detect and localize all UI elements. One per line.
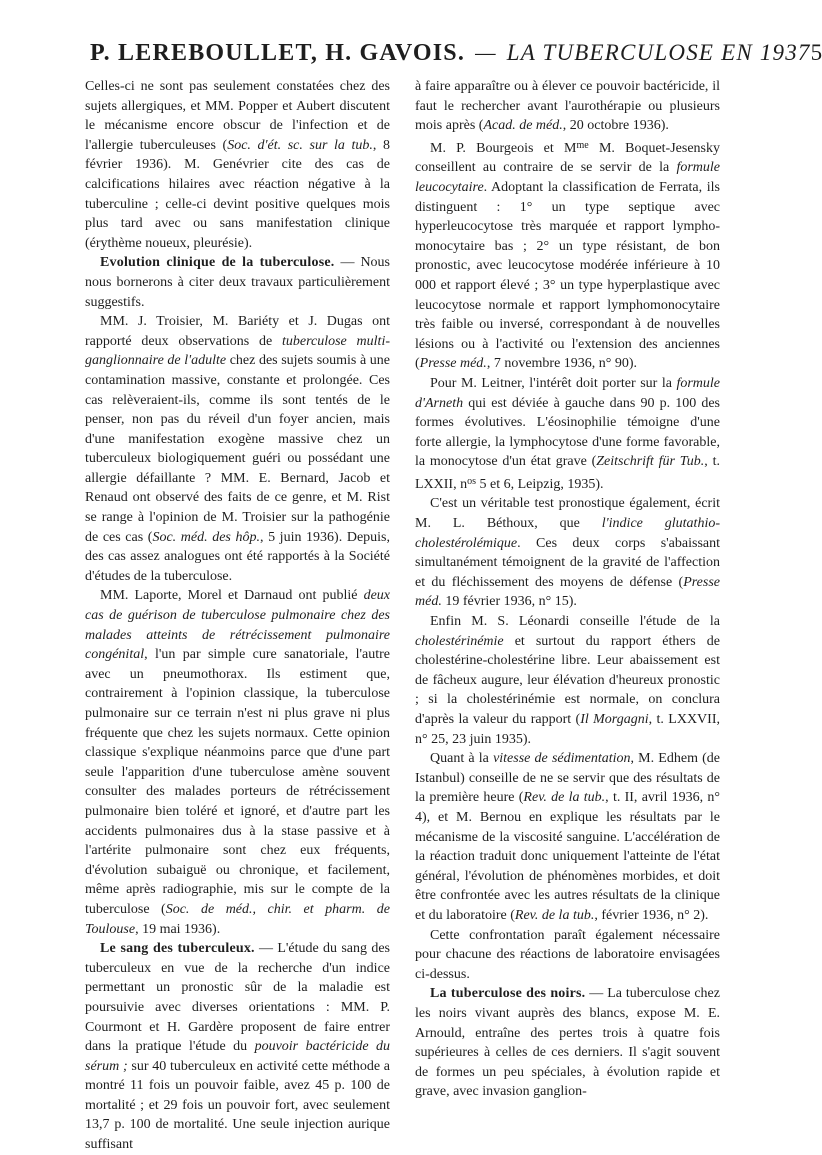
- section-heading: Evolution clinique de la tuberculose.: [100, 255, 335, 271]
- paragraph-troisier: MM. J. Troisier, M. Bariéty et J. Dugas ont rapporté deux observations de tuberculose multi-ganglionnaire de l'adulte chez des sujets soumis à une contamination massive, constante et prolongée. Ces cas relèveraient-ils, comme ils sont tentés de le penser, non pas du réveil d'un foyer ancien, mais d'une manifestation exogène massive chez un tuberculeux biologiquement guéri ou possédant une allergie défaillante ? MM. E. Bernard, Jacob et Renaud ont observé des faits de ce genre, et M. Rist se range à l'opinion de M. Troisier sur la pathogénie de ces cas (Soc. méd. des hôp., 5 juin 1936). Depuis, des cas assez analogues ont été rapportés à la Société d'études de la tuberculose.: [85, 314, 391, 584]
- section-heading: La tuberculose des noirs.: [430, 986, 586, 1002]
- section-sang-tuberculeux: Le sang des tuberculeux. — L'étude du sang des tuberculeux en vue de la recherche d'un indice permettant un pronostic sûr de la maladie est poursuivie avec diverses orientations : MM. P. Courmont et H. Gardère proposent de faire entrer dans la pratique l'étude du pouvoir bactéricide du sérum ; sur 40 tuberculeux en activité cette méthode a montré 11 fois un pouvoir faible, avez 45 p. 100 de mortalité ; et 29 fois un pouvoir fort, avec seulement 13,7 p. 100 de mortalité. Une seule injection aurique suffisant: [85, 941, 390, 1153]
- page-number: 5: [810, 40, 822, 65]
- running-header: [90, 40, 822, 74]
- paragraph-laporte: MM. Laporte, Morel et Darnaud ont publié deux cas de guérison de tuberculose pulmonaire chez des malades atteints de rétrécissement pulmonaire congénital, l'un par simple cure sanatoriale, l'autre avec un pneumothorax. Ils estiment que, contrairement à l'opinion classique, la tuberculose pulmonaire sur ce terrain n'est ni plus grave ni plus fréquente que chez les sujets normaux. Cette opinion classique s'explique néanmoins parce que d'une part seule l'apparition d'une tuberculose amène souvent consulter des malades porteurs de rétrécissement pulmonaire bien toléré et ignoré, et d'autre part les accidents pulmonaires dus à la stase passive et à l'artérite pulmonaire sont chez eux fréquents, d'évolution subaiguë ou chronique, et facilement, même après radiographie, mis sur le compte de la tuberculose (Soc. de méd., chir. et pharm. de Toulouse, 19 mai 1936).: [85, 588, 390, 937]
- left-column: [85, 77, 390, 1155]
- section-heading: Le sang des tuberculeux.: [100, 941, 255, 957]
- paragraph-confrontation: Cette confrontation paraît également nécessaire pour chacune des réactions de laboratoire envisagées ci-dessus.: [415, 927, 720, 982]
- paragraph-bourgeois: M. P. Bourgeois et $M^{me}$ M. Boquet-Jesensky conseillent au contraire de se servir de la formule leucocytaire. Adoptant la classification de Ferrata, ils distinguent : 1° un type septique avec hyperleucocytose très marquée et rapport lympho-monocytaire bas ; 2° un type résistant, de bon pronostic, avec leucocytose modérée inférieure à 10 000 et rapport élevé ; 3° un type hyperplastique avec leucocytose normale et rapport lymphomonocytaire très faible ou inversé, correspondant à de nouvelles lésions ou à l'activité ou l'extension des anciennes (Presse méd., 7 novembre 1936, n° 90).: [415, 139, 720, 372]
- header-authors: P. LEREBOULLET, H. GAVOIS.: [90, 40, 466, 66]
- paragraph-sedimentation: Quant à la vitesse de sédimentation, M. Edhem (de Istanbul) conseille de ne se servir que des résultats de la première heure (Rev. de la tub., t. II, avril 1936, n° 4), et M. Bernou en explique les résultats par le mécanisme de la viscosité sanguine. L'accélération de la réaction traduit donc uniquement l'atteinte de l'état général, l'évolution de phénomènes morbides, et doit être confrontée avec les autres résultats de la clinique et du laboratoire (Rev. de la tub., février 1936, n° 2).: [415, 751, 721, 923]
- section-tuberculose-noirs: La tuberculose des noirs. — La tuberculose chez les noirs vivant auprès des blancs, expose M. E. Arnould, entraîne des pertes trois à quatre fois supérieures à celles de ces derniers. Il s'agit souvent de formes un peu spéciales, à évolution rapide et grave, avec invasion ganglion-: [415, 986, 720, 1100]
- paragraph-leonardi: Enfin M. S. Léonardi conseille l'étude de la cholestérinémie et surtout du rapport éthers de cholestérine-cholestérine libre. Leur abaissement est de fâcheux augure, leur élévation d'heureux pronostic ; si la cholestérinémie est normale, on conclura d'après la valeur du rapport (Il Morgagni, t. LXXVII, n° 25, 23 juin 1935).: [415, 614, 720, 747]
- header-running-title: LA TUBERCULOSE EN 1937: [506, 40, 811, 65]
- paragraph-leitner: Pour M. Leitner, l'intérêt doit porter sur la formule d'Arneth qui est déviée à gauche dans 90 p. 100 des formes évolutives. L'éosinophilie témoigne d'une forte allergie, la lymphocytose d'une forme favorable, la monocytose d'un état grave (Zeitschrift für Tub., t. LXXII, $n^{os}$ 5 et 6, Leipzig, 1935).: [415, 375, 720, 492]
- header-left: [90, 40, 811, 67]
- paragraph-bethoux: C'est un véritable test pronostique également, écrit M. L. Béthoux, que l'indice glutathio-cholestérolémique. Ces deux corps s'abaissant simultanément témoignent de la gravité de l'affection et du fléchissement des moyens de défense (Presse méd. 19 février 1936, n° 15).: [415, 496, 720, 610]
- paragraph-aurotherapie: à faire apparaître ou à élever ce pouvoir bactéricide, il faut le rechercher avant l'aurothérapie ou plusieurs mois après (Acad. de méd., 20 octobre 1936).: [415, 79, 720, 134]
- section-evolution-clinique: Evolution clinique de la tuberculose. — Nous nous bornerons à citer deux travaux particulièrement suggestifs.: [85, 255, 391, 310]
- right-column: [415, 77, 720, 1102]
- paragraph-allergy-discussion: Celles-ci ne sont pas seulement constatées chez des sujets allergiques, et MM. Popper et Aubert discutent le mécanisme encore obscur de l'infection et de l'allergie tuberculeuses (Soc. d'ét. sc. sur la tub., 8 février 1936). M. Genévrier cite des cas de calcifications hilaires avec réaction négative à la tuberculine ; celle-ci devint positive quelques mois plus tard avec ou sans manifestation clinique (érythème noueux, pleurésie).: [85, 79, 390, 251]
- header-dash: —: [475, 40, 497, 65]
